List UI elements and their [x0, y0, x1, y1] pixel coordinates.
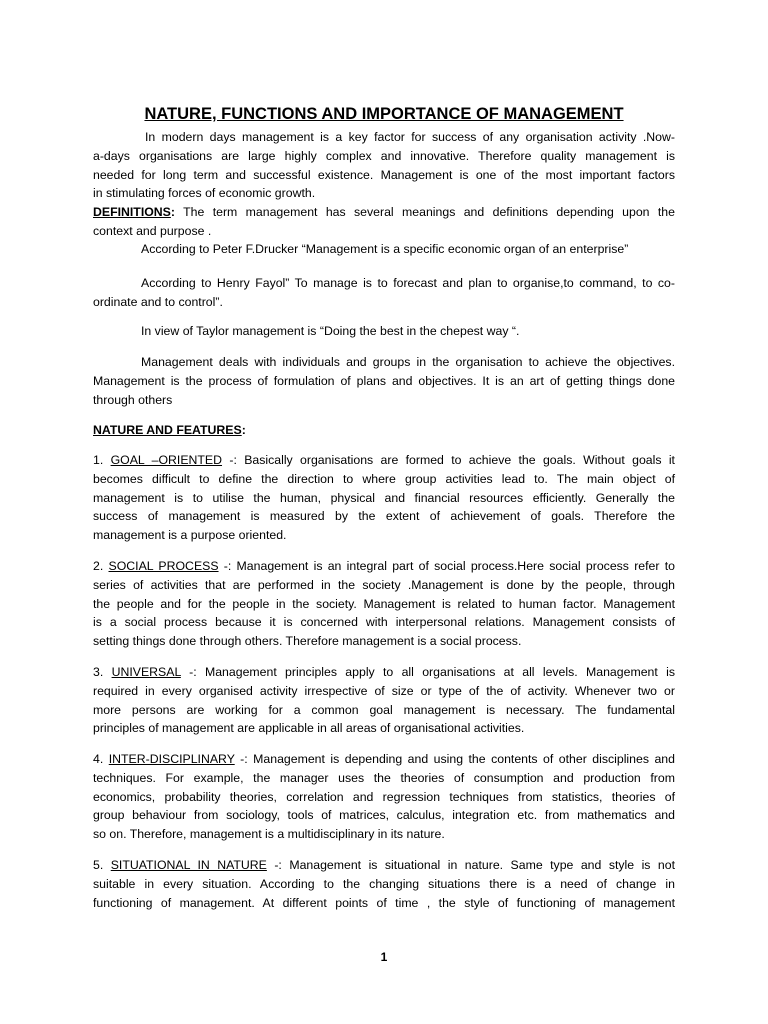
- point-separator: -:: [218, 559, 232, 573]
- point-line: management is a purpose oriented.: [93, 528, 287, 543]
- point-number: 2.: [93, 559, 109, 573]
- point-number: 3.: [93, 665, 112, 679]
- point-number: 1.: [93, 453, 111, 467]
- nature-heading: [93, 421, 675, 440]
- point-line: functioning of management. At different points of time , the style of functioning of management: [93, 895, 675, 910]
- intro-line: a-days organisations are large highly complex and innovative. Therefore quality management is: [93, 148, 675, 163]
- point-inter-disciplinary: [93, 750, 675, 844]
- definitions-line: context and purpose .: [93, 223, 212, 238]
- point-line: required in every organised activity irrespective of size or type of the of activity. Whenever two or: [93, 683, 675, 698]
- taylor-line: In view of Taylor management is “Doing the best in the chepest way “.: [141, 324, 520, 338]
- point-number: 5.: [93, 858, 111, 872]
- point-separator: -:: [234, 752, 248, 766]
- point-label: SITUATIONAL IN NATURE: [110, 858, 267, 872]
- point-line: economics, probability theories, correlation and regression techniques from statistics, theories of: [93, 789, 675, 804]
- fayol-line: According to Henry Fayol” To manage is to forecast and plan to organise,to command, to co-: [141, 276, 675, 290]
- point-label: UNIVERSAL: [111, 665, 181, 679]
- drucker-quote: [93, 240, 675, 259]
- deals-line: Management is the process of formulation of plans and objectives. It is an art of getting things done: [93, 373, 675, 388]
- point-line: Management principles apply to all organisations at all levels. Management is: [196, 665, 675, 679]
- fayol-quote: [93, 274, 675, 312]
- intro-line: needed for long term and successful existence. Management is one of the most important factors: [93, 167, 675, 182]
- point-line: Management is an integral part of social process.Here social process refer to: [231, 559, 675, 573]
- deals-paragraph: [93, 353, 675, 409]
- point-line: principles of management are applicable in all areas of organisational activities.: [93, 721, 525, 736]
- point-label: SOCIAL PROCESS: [108, 559, 219, 573]
- nature-heading-colon: :: [241, 423, 246, 437]
- fayol-line: ordinate and to control”.: [93, 294, 223, 309]
- point-social-process: [93, 557, 675, 651]
- point-line: Management is situational in nature. Same type and style is not: [281, 858, 676, 872]
- point-line: group behaviour from sociology, tools of matrices, calculus, integration etc. from mathematics and: [93, 808, 675, 823]
- point-line: suitable in every situation. According to the changing situations there is a need of change in: [93, 876, 675, 891]
- point-line: management is to utilise the human, physical and financial resources efficiently. Generally the: [93, 490, 675, 505]
- nature-heading-text: NATURE AND FEATURES: [93, 423, 242, 437]
- point-separator: -:: [266, 858, 282, 872]
- point-number: 4.: [93, 752, 109, 766]
- intro-paragraph: [93, 128, 675, 203]
- point-line: techniques. For example, the manager uses the theories of consumption and production from: [93, 770, 675, 785]
- point-line: setting things done through others. Therefore management is a social process.: [93, 634, 522, 649]
- point-separator: -:: [180, 665, 197, 679]
- point-universal: [93, 663, 675, 738]
- point-line: series of activities that are performed in the society .Management is done by the people, through: [93, 577, 675, 592]
- point-label: GOAL –ORIENTED: [110, 453, 223, 467]
- intro-line: in stimulating forces of economic growth.: [93, 186, 316, 201]
- document-title: NATURE, FUNCTIONS AND IMPORTANCE OF MANAGEMENT: [144, 105, 624, 123]
- taylor-quote: [93, 322, 675, 341]
- deals-line: Management deals with individuals and groups in the organisation to achieve the objectives.: [141, 355, 675, 369]
- point-line: Management is depending and using the contents of other disciplines and: [247, 752, 675, 766]
- definitions-label: DEFINITIONS: [93, 205, 171, 219]
- deals-line: through others: [93, 392, 173, 407]
- point-line: success of management is measured by the extent of achievement of goals. Therefore the: [93, 509, 675, 524]
- point-separator: -:: [222, 453, 237, 467]
- point-line: becomes difficult to define the direction to where group activities lead to. The main object of: [93, 471, 675, 486]
- point-label: INTER-DISCIPLINARY: [108, 752, 235, 766]
- definitions-colon: :: [170, 205, 175, 219]
- definitions-paragraph: [93, 203, 675, 241]
- point-situational: [93, 856, 675, 912]
- page-number: 1: [380, 950, 388, 964]
- drucker-line: According to Peter F.Drucker “Management is a specific economic organ of an enterprise”: [141, 242, 629, 256]
- point-line: Basically organisations are formed to achieve the goals. Without goals it: [236, 453, 675, 467]
- point-line: so on. Therefore, management is a multidisciplinary in its nature.: [93, 827, 445, 842]
- point-line: the people and for the people in the society. Management is related to human factor. Management: [93, 596, 675, 611]
- point-line: is a social process because it is concerned with interpersonal relations. Management consists of: [93, 615, 675, 630]
- point-line: more persons are working for a common goal management is necessary. The fundamental: [93, 702, 675, 717]
- definitions-line: The term management has several meanings and definitions depending upon the: [175, 205, 675, 219]
- intro-line: In modern days management is a key factor for success of any organisation activity .Now-: [145, 130, 675, 144]
- point-goal-oriented: [93, 451, 675, 545]
